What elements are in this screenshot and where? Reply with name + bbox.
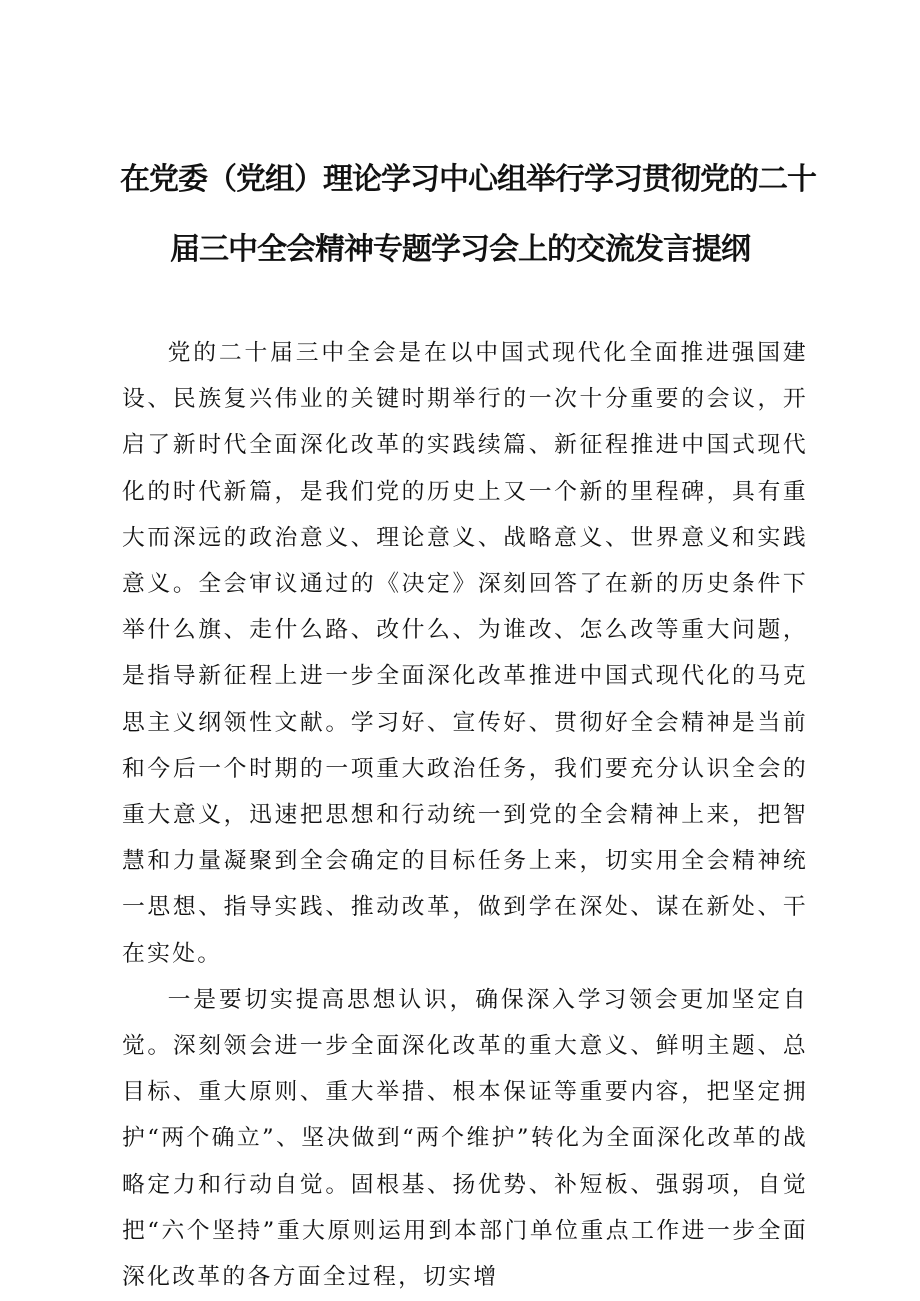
document-body xyxy=(122,330,808,1300)
document-title xyxy=(120,145,816,285)
title-line-2: 届三中全会精神专题学习会上的交流发言提纲 xyxy=(170,232,750,267)
title-line-1: 在党委（党组）理论学习中心组举行学习贯彻党的二十 xyxy=(120,162,816,197)
paragraph-point-one: 一是要切实提高思想认识，确保深入学习领会更加坚定自觉。深刻领会进一步全面深化改革的重大意义、鲜明主题、总目标、重大原则、重大举措、根本保证等重要内容，把坚定拥护“两个确立”、坚决做到“两个维护”转化为全面深化改革的战略定力和行动自觉。固根基、扬优势、补短板、强弱项，自觉把“六个坚持”重大原则运用到本部门单位重点工作进一步全面深化改革的各方面全过程，切实增 xyxy=(122,986,808,1291)
paragraph-intro: 党的二十届三中全会是在以中国式现代化全面推进强国建设、民族复兴伟业的关键时期举行的一次十分重要的会议，开启了新时代全面深化改革的实践续篇、新征程推进中国式现代化的时代新篇，是我们党的历史上又一个新的里程碑，具有重大而深远的政治意义、理论意义、战略意义、世界意义和实践意义。全会审议通过的《决定》深刻回答了在新的历史条件下举什么旗、走什么路、改什么、为谁改、怎么改等重大问题，是指导新征程上进一步全面深化改革推进中国式现代化的马克思主义纲领性文献。学习好、宣传好、贯彻好全会精神是当前和今后一个时期的一项重大政治任务，我们要充分认识全会的重大意义，迅速把思想和行动统一到党的全会精神上来，把智慧和力量凝聚到全会确定的目标任务上来，切实用全会精神统一思想、指导实践、推动改革，做到学在深处、谋在新处、干在实处。 xyxy=(122,340,808,967)
